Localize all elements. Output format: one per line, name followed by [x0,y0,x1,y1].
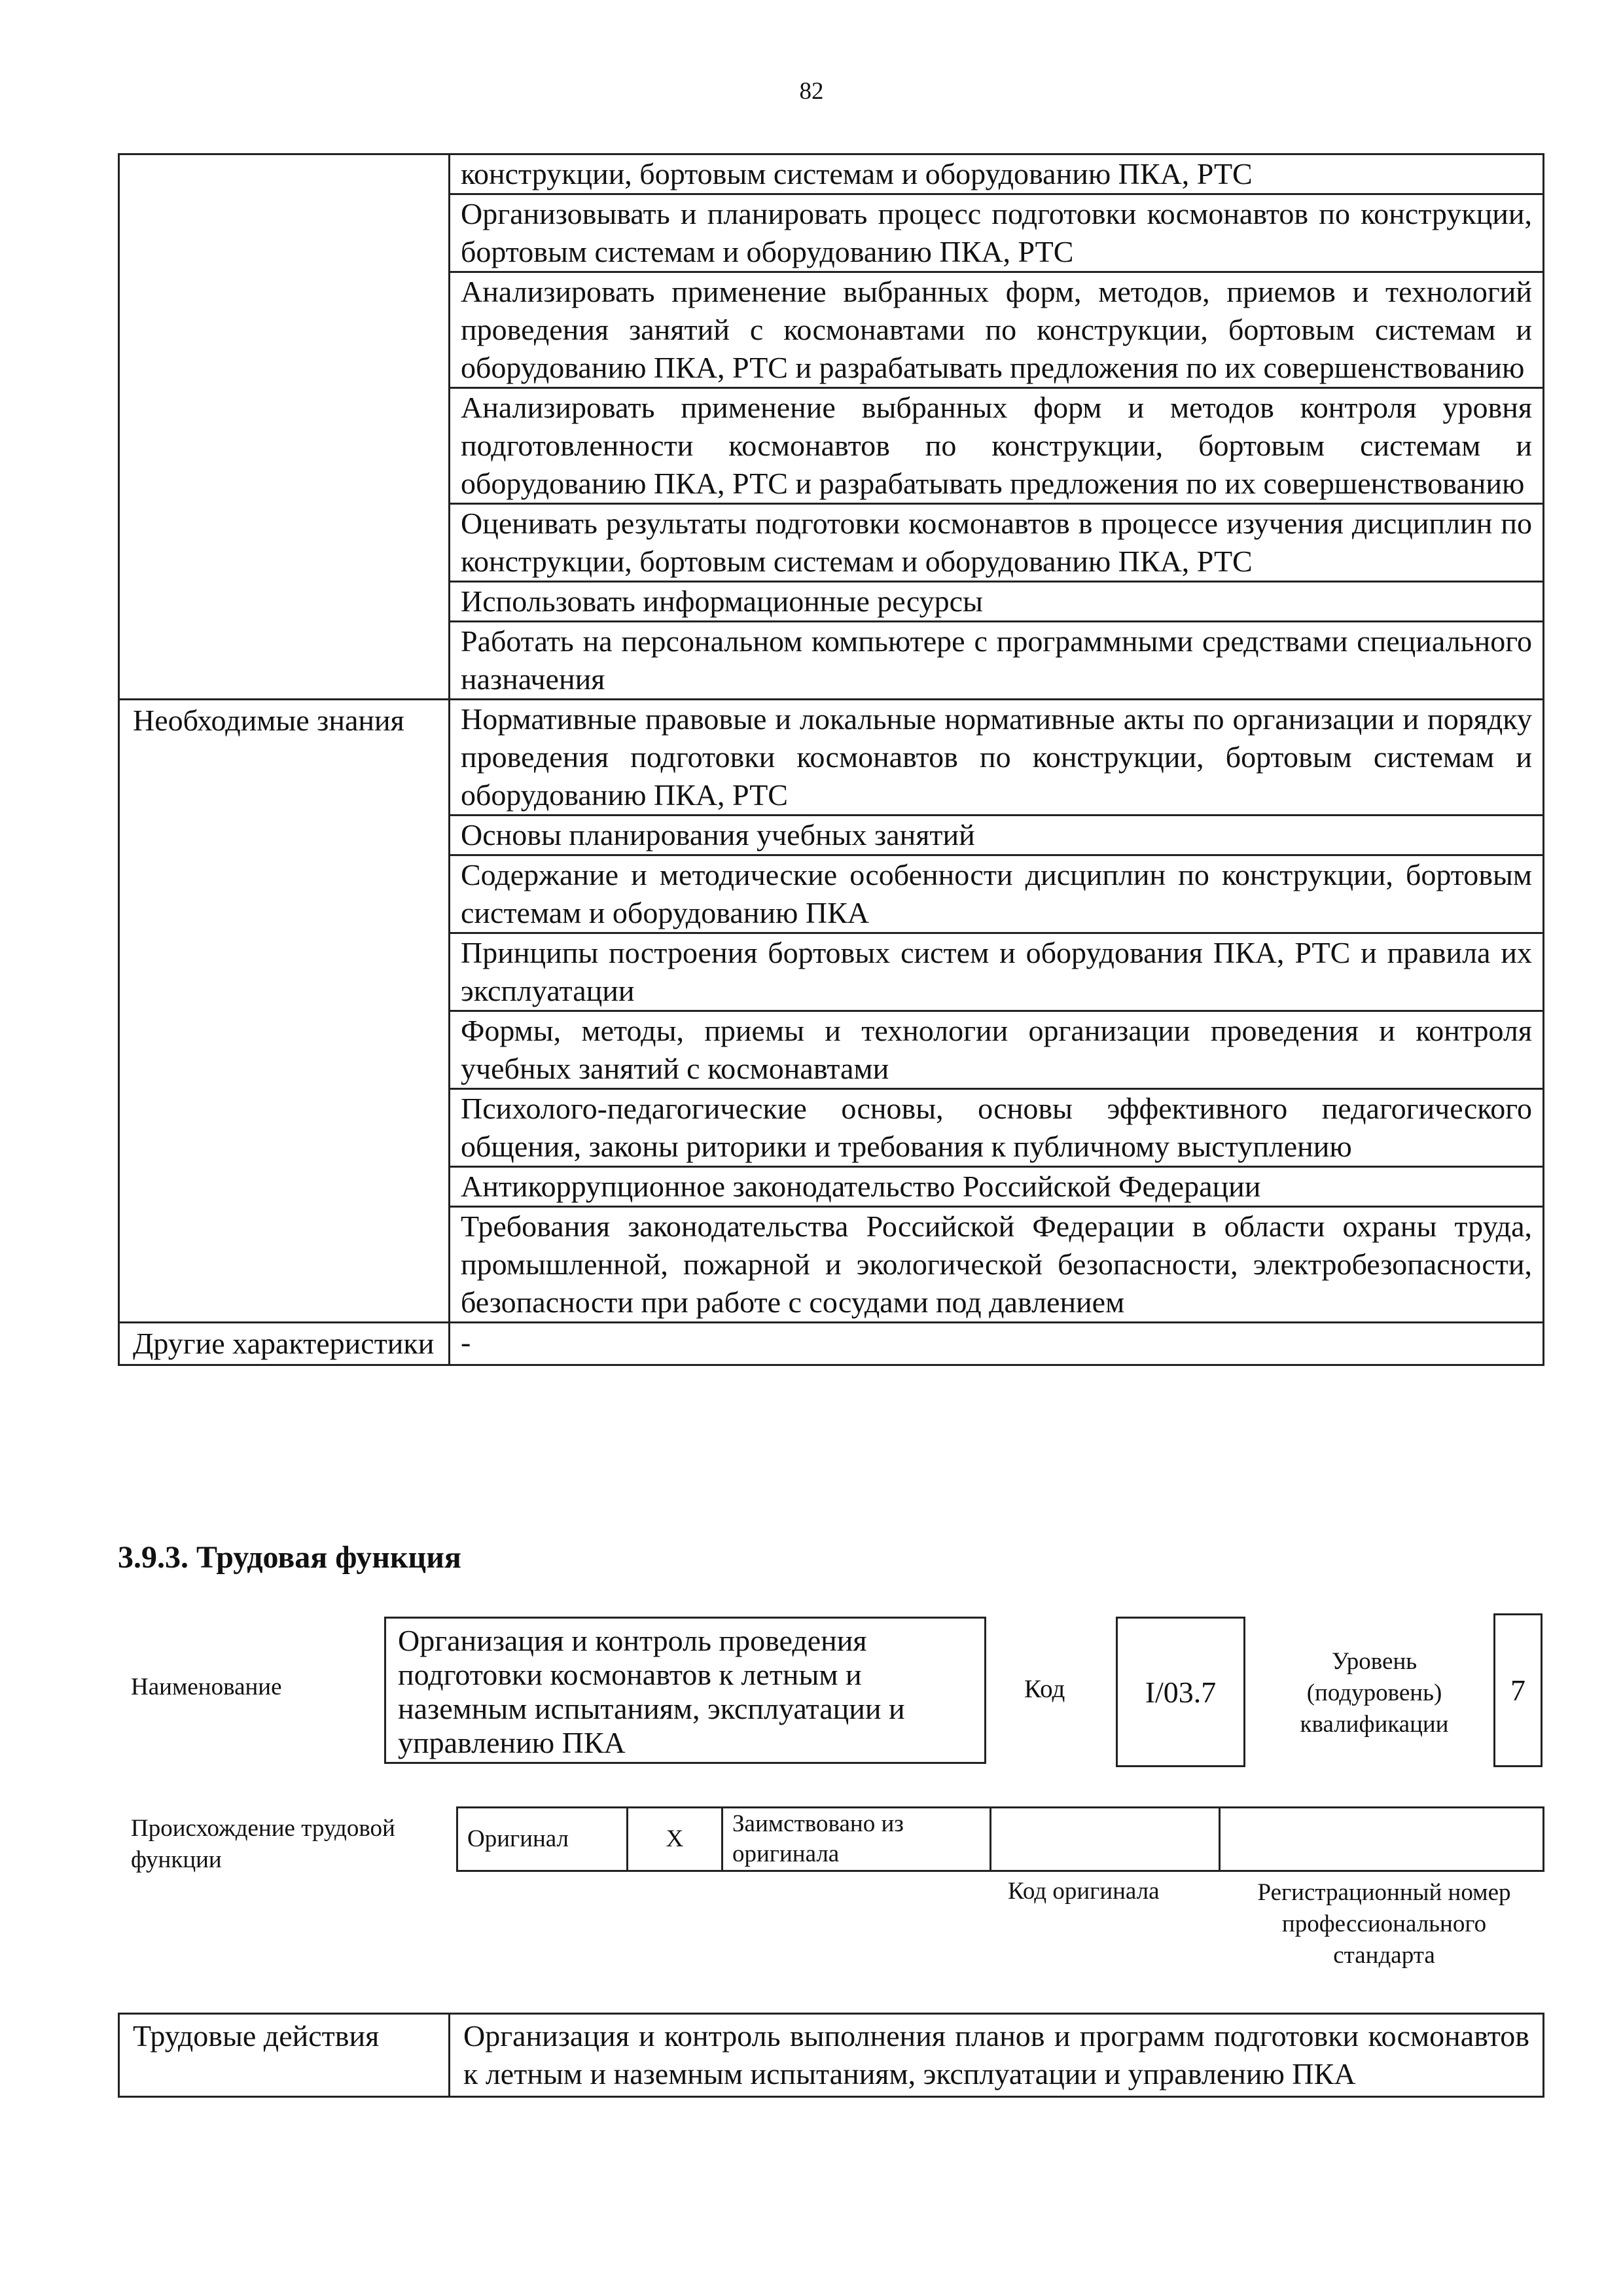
skill-item: Организовывать и планировать процесс подготовки космонавтов по конструкции, бортовым системам и оборудованию ПКА, РТС [450,194,1544,272]
skill-item: Использовать информационные ресурсы [450,582,1544,622]
knowledge-item: Основы планирования учебных занятий [450,816,1544,855]
other-label: Другие характеристики [119,1323,450,1365]
page-number: 82 [799,78,824,105]
knowledge-item: Содержание и методические особенности дисциплин по конструкции, бортовым системам и оборудованию ПКА [450,855,1544,933]
knowledge-item: Нормативные правовые и локальные нормативные акты по организации и порядку проведения подготовки космонавтов по конструкции, бортовым системам и оборудованию ПКА, РТС [450,700,1544,816]
reg-number-cell [1220,1808,1544,1871]
section-title: 3.9.3. Трудовая функция [118,1540,461,1575]
skill-item: Оценивать результаты подготовки космонавтов в процессе изучения дисциплин по конструкции, бортовым системам и оборудованию ПКА, РТС [450,504,1544,582]
borrowed-label: Заимствовано из оригинала [722,1808,991,1871]
name-label: Наименование [131,1674,282,1700]
skill-item: Анализировать применение выбранных форм, методов, приемов и технологий проведения занятий с космонавтами по конструкции, бортовым системам и оборудованию ПКА, РТС и разрабатывать предложения по их совершенствованию [450,272,1544,388]
table-row [457,1808,1544,1871]
actions-label: Трудовые действия [119,2014,450,2097]
table-row [119,154,1544,194]
knowledge-item: Требования законодательства Российской Федерации в области охраны труда, промышленной, пожарной и экологической безопасности, электробезопасности, безопасности при работе с сосудами под давлением [450,1207,1544,1323]
knowledge-item: Принципы построения бортовых систем и оборудования ПКА, РТС и правила их эксплуатации [450,933,1544,1011]
other-value: - [450,1323,1544,1365]
knowledge-item: Антикоррупционное законодательство Российской Федерации [450,1167,1544,1207]
knowledge-item: Психолого-педагогические основы, основы эффективного педагогического общения, законы риторики и требования к публичному выступлению [450,1089,1544,1167]
skill-item: Работать на персональном компьютере с программными средствами специального назначения [450,622,1544,700]
origin-table [456,1806,1544,1872]
skill-item: конструкции, бортовым системам и оборудованию ПКА, РТС [450,154,1544,194]
actions-table [118,2013,1544,2098]
knowledge-item: Формы, методы, приемы и технологии организации проведения и контроля учебных занятий с космонавтами [450,1011,1544,1089]
level-value: 7 [1493,1613,1543,1767]
code-label: Код [1024,1675,1065,1703]
table-row [119,1323,1544,1365]
code-original-cell [991,1808,1220,1871]
original-mark: X [628,1808,722,1871]
original-label: Оригинал [457,1808,628,1871]
skills-label-cell [119,154,450,700]
actions-value: Организация и контроль выполнения планов и программ подготовки космонавтов к летным и наземным испытаниям, эксплуатации и управлению ПКА [450,2014,1544,2097]
table-row [119,700,1544,816]
code-original-label: Код оригинала [1008,1878,1160,1905]
reg-number-label: Регистрационный номер профессионального стандарта [1257,1879,1511,1969]
origin-label: Происхождение трудовой функции [131,1815,395,1873]
code-value: I/03.7 [1116,1617,1245,1767]
table-row [119,2014,1544,2097]
level-label: Уровень (подуровень) квалификации [1300,1648,1449,1738]
requirements-table [118,153,1544,1366]
knowledge-label: Необходимые знания [119,700,450,1323]
skill-item: Анализировать применение выбранных форм и методов контроля уровня подготовленности космонавтов по конструкции, бортовым системам и оборудованию ПКА, РТС и разрабатывать предложения по их совершенствованию [450,388,1544,504]
function-name-box: Организация и контроль проведения подготовки космонавтов к летным и наземным испытаниям, эксплуатации и управлению ПКА [384,1617,986,1764]
